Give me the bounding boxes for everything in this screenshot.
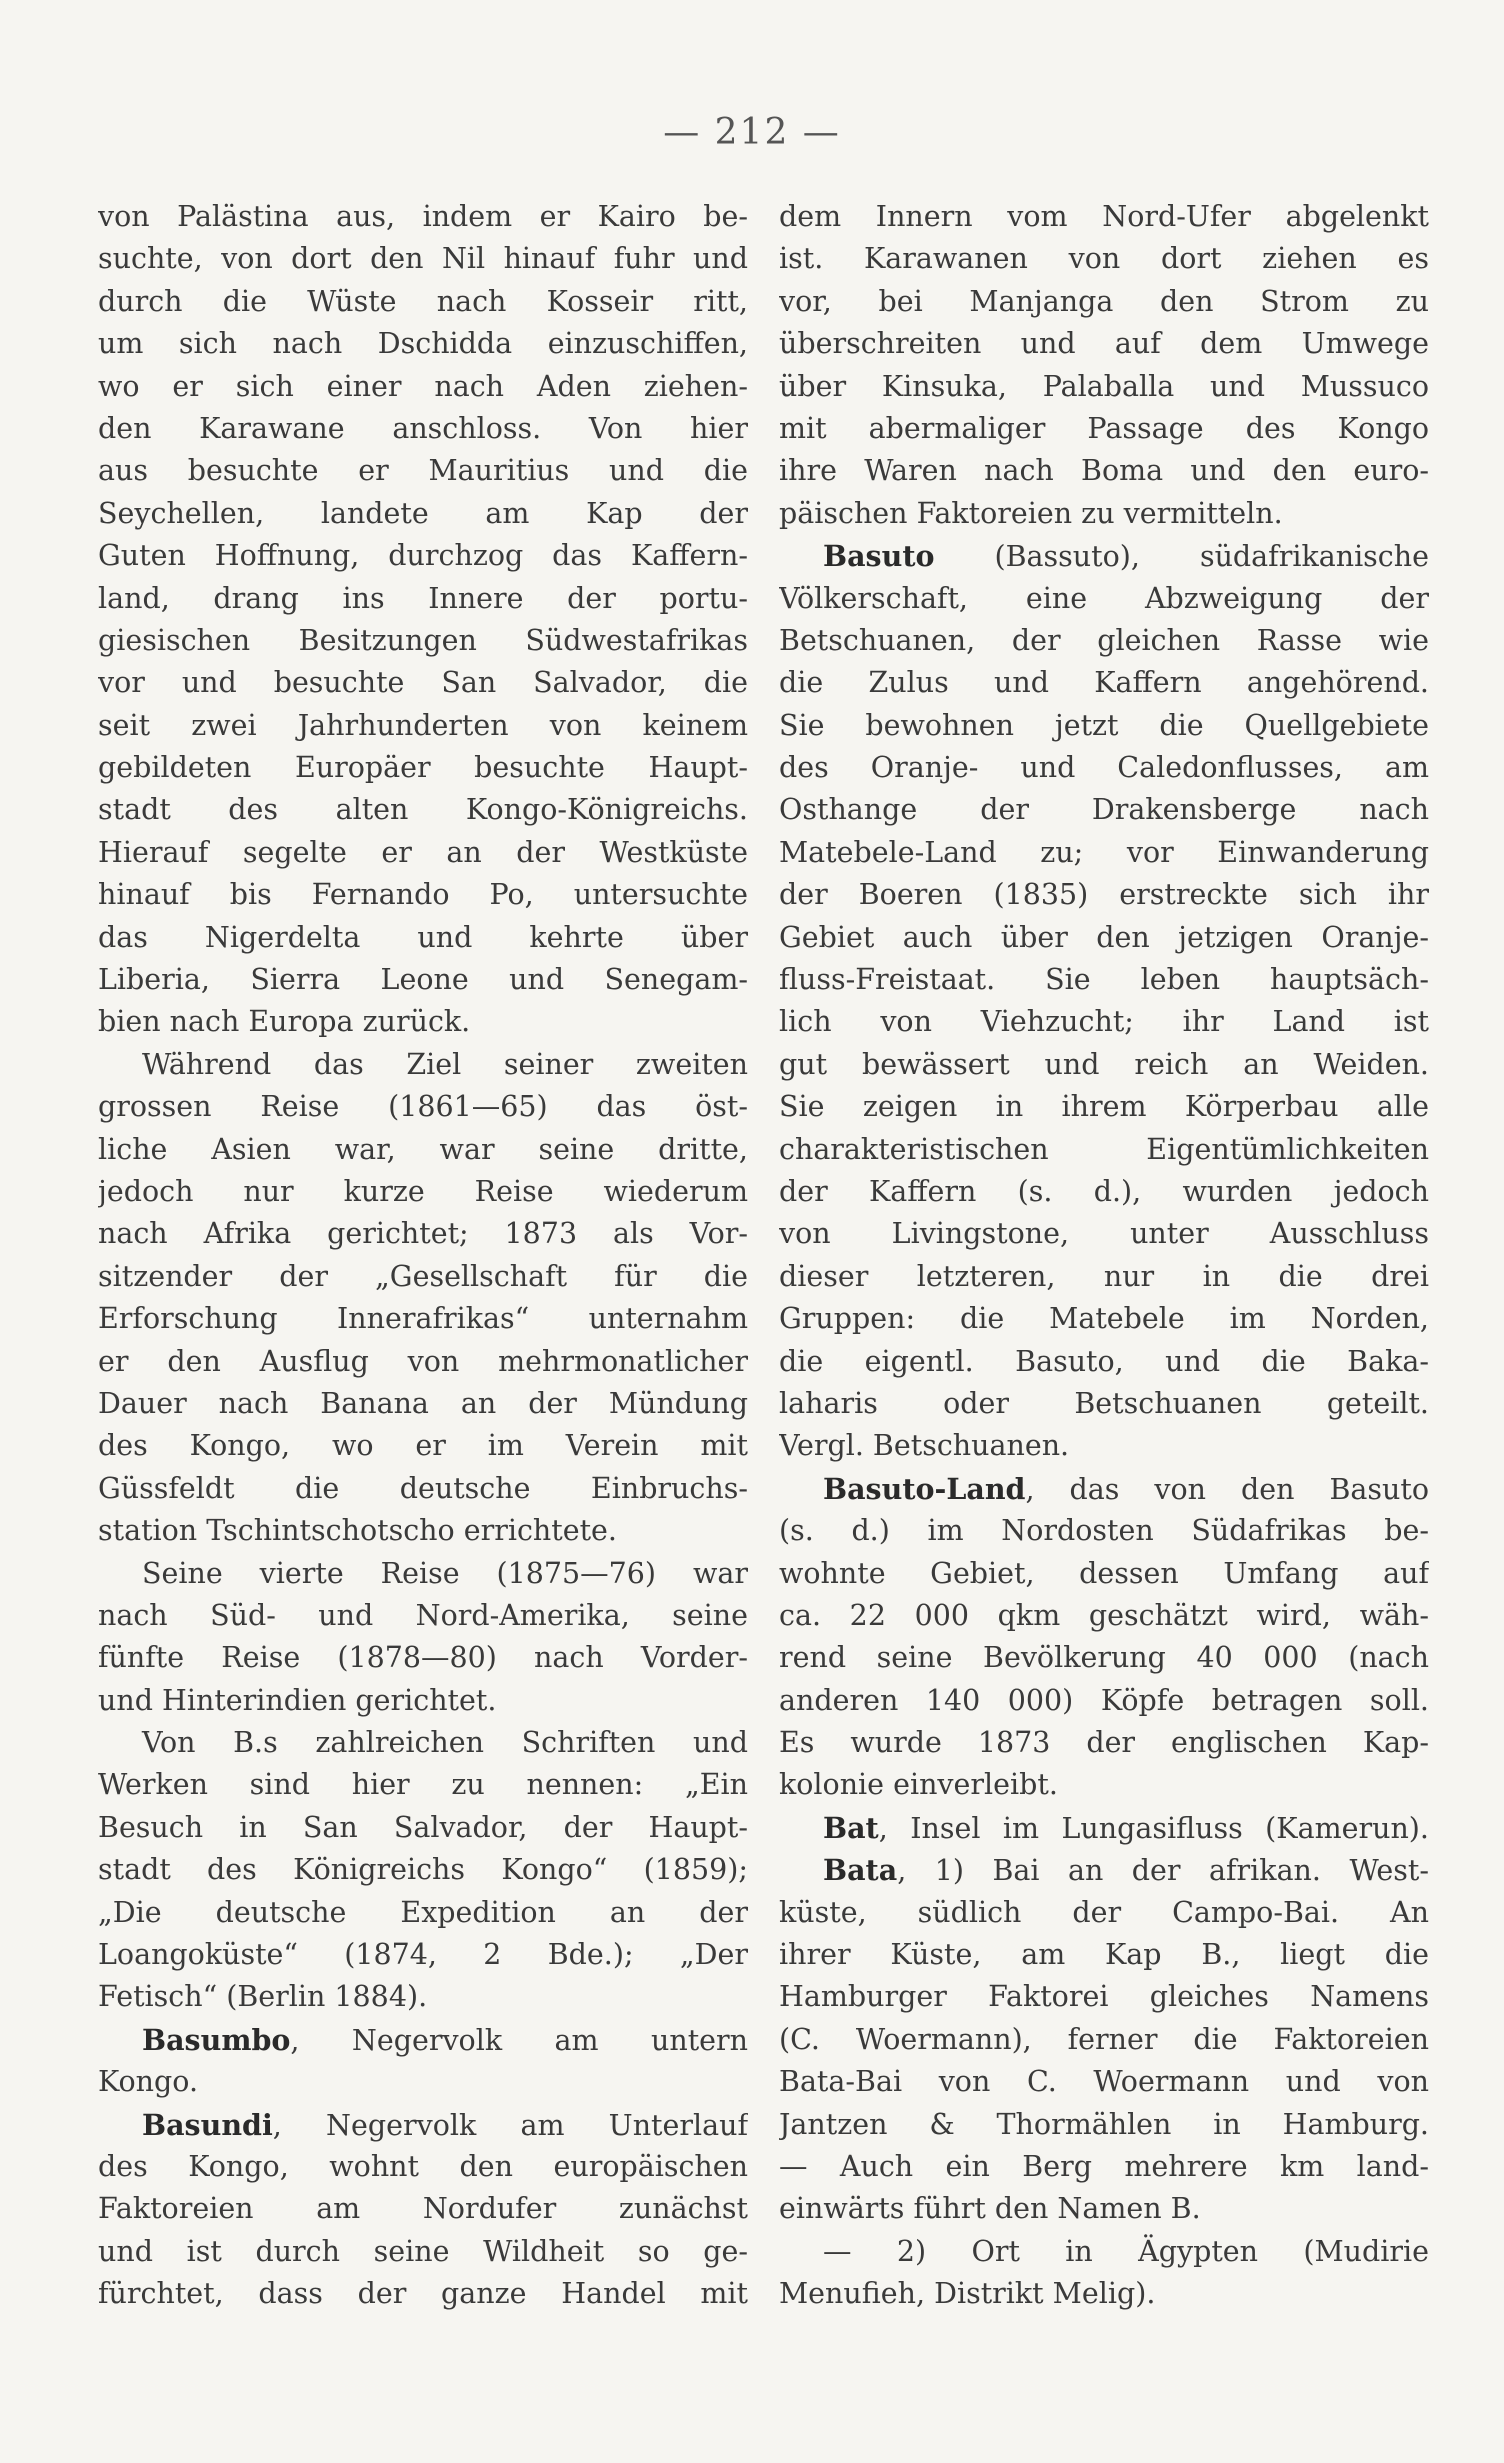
left-column-line: [98, 2019, 748, 2061]
line-text: Guten Hoffnung, durchzog das Kaffern-: [98, 539, 748, 573]
left-column-line: [98, 2061, 748, 2103]
line-text: Menufieh, Distrikt Melig).: [779, 2277, 1156, 2311]
line-text: fünfte Reise (1878—80) nach Vorder-: [98, 1641, 748, 1675]
line-text: die Zulus und Kaffern angehörend.: [779, 666, 1429, 700]
line-text: von Livingstone, unter Ausschluss: [779, 1217, 1429, 1251]
left-column-line: [98, 1807, 748, 1849]
left-column-line: [98, 1892, 748, 1934]
line-text: um sich nach Dschidda einzuschiffen,: [98, 327, 748, 361]
line-text: des Kongo, wo er im Verein mit: [98, 1429, 748, 1463]
line-text: Während das Ziel seiner zweiten: [142, 1047, 748, 1081]
line-text: wo er sich einer nach Aden ziehen-: [98, 369, 748, 403]
right-column-line: [779, 1764, 1429, 1806]
line-text: Vergl. Betschuanen.: [779, 1429, 1070, 1463]
right-column-line: [779, 1553, 1429, 1595]
entry-headword: Bata: [823, 1853, 898, 1888]
line-text: küste, südlich der Campo-Bai. An: [779, 1895, 1429, 1929]
right-column-line: [779, 535, 1429, 577]
right-column-line: [779, 408, 1429, 450]
right-column: [779, 196, 1429, 2316]
right-column-line: [779, 450, 1429, 492]
left-column-line: [98, 620, 748, 662]
right-column-line: [779, 789, 1429, 831]
line-text: station Tschintschotscho errichtete.: [98, 1514, 617, 1548]
left-column-line: [98, 238, 748, 280]
line-text: gut bewässert und reich an Weiden.: [779, 1047, 1429, 1081]
right-column-line: [779, 620, 1429, 662]
left-column-line: [98, 1849, 748, 1891]
line-text: Völkerschaft, eine Abzweigung der: [779, 581, 1429, 615]
line-text: Erforschung Innerafrikas“ unternahm: [98, 1302, 748, 1336]
right-column-line: [779, 578, 1429, 620]
line-text: der Kaffern (s. d.), wurden jedoch: [779, 1174, 1429, 1208]
left-column-line: [98, 1510, 748, 1552]
left-column-line: [98, 1722, 748, 1764]
right-column-line: [779, 366, 1429, 408]
line-text: dieser letzteren, nur in die drei: [779, 1259, 1429, 1293]
left-column-line: [98, 2146, 748, 2188]
right-column-line: [779, 1383, 1429, 1425]
line-text: das Nigerdelta und kehrte über: [98, 920, 748, 954]
left-column-line: [98, 1001, 748, 1043]
line-text: , das von den Basuto: [1025, 1472, 1429, 1506]
line-text: charakteristischen Eigentümlichkeiten: [779, 1132, 1429, 1166]
line-text: lich von Viehzucht; ihr Land ist: [779, 1005, 1429, 1039]
right-column-line: [779, 1722, 1429, 1764]
left-column-line: [98, 705, 748, 747]
entry-headword: Bat: [823, 1810, 879, 1845]
left-column-line: [98, 1553, 748, 1595]
left-column-line: [98, 1341, 748, 1383]
line-text: sitzender der „Gesellschaft für die: [98, 1259, 748, 1293]
line-text: suchte, von dort den Nil hinauf fuhr und: [98, 242, 748, 276]
line-text: gebildeten Europäer besuchte Haupt-: [98, 751, 748, 785]
line-text: Fetisch“ (Berlin 1884).: [98, 1980, 428, 2014]
right-column-line: [779, 1595, 1429, 1637]
right-column-line: [779, 2188, 1429, 2230]
left-column-line: [98, 662, 748, 704]
right-column-line: [779, 705, 1429, 747]
left-column-line: [98, 789, 748, 831]
line-text: des Oranje- und Caledonflusses, am: [779, 751, 1429, 785]
right-column-line: [779, 1213, 1429, 1255]
line-text: (C. Woermann), ferner die Faktoreien: [779, 2022, 1429, 2056]
right-column-line: [779, 1892, 1429, 1934]
left-column-line: [98, 1425, 748, 1467]
left-column-line: [98, 1171, 748, 1213]
left-column-line: [98, 366, 748, 408]
left-column-line: [98, 1976, 748, 2018]
line-text: Matebele-Land zu; vor Einwanderung: [779, 835, 1429, 869]
entry-headword: Basuto: [823, 539, 935, 574]
right-column-line: [779, 917, 1429, 959]
line-text: stadt des alten Kongo-Königreichs.: [98, 793, 748, 827]
line-text: Werken sind hier zu nennen: „Ein: [98, 1768, 748, 1802]
line-text: fluss-Freistaat. Sie leben hauptsäch-: [779, 963, 1429, 997]
line-text: Gruppen: die Matebele im Norden,: [779, 1302, 1429, 1336]
left-column-line: [98, 832, 748, 874]
right-column-line: [779, 1044, 1429, 1086]
line-text: anderen 140 000) Köpfe betragen soll.: [779, 1683, 1429, 1717]
left-column-line: [98, 578, 748, 620]
line-text: päischen Faktoreien zu vermitteln.: [779, 496, 1283, 530]
left-column-line: [98, 2104, 748, 2146]
right-column-line: [779, 959, 1429, 1001]
line-text: Kongo.: [98, 2065, 199, 2099]
left-column-line: [98, 2231, 748, 2273]
left-column-line: [98, 1298, 748, 1340]
line-text: , Insel im Lungasifluss (Kamerun).: [878, 1811, 1429, 1845]
line-text: (Bassuto), südafrikanische: [934, 540, 1429, 574]
left-column-line: [98, 1213, 748, 1255]
line-text: Seychellen, landete am Kap der: [98, 496, 748, 530]
line-text: vor, bei Manjanga den Strom zu: [779, 284, 1429, 318]
right-column-line: [779, 2104, 1429, 2146]
line-text: von Palästina aus, indem er Kairo be-: [98, 200, 748, 233]
right-column-line: [779, 493, 1429, 535]
left-column-line: [98, 917, 748, 959]
right-column-line: [779, 1001, 1429, 1043]
line-text: — Auch ein Berg mehrere km land-: [779, 2149, 1429, 2183]
line-text: Güssfeldt die deutsche Einbruchs-: [98, 1471, 748, 1505]
line-text: rend seine Bevölkerung 40 000 (nach: [779, 1641, 1429, 1675]
right-column-line: [779, 196, 1429, 238]
line-text: „Die deutsche Expedition an der: [98, 1895, 748, 1929]
line-text: Dauer nach Banana an der Mündung: [98, 1386, 748, 1420]
line-text: Sie zeigen in ihrem Körperbau alle: [779, 1090, 1429, 1124]
line-text: ca. 22 000 qkm geschätzt wird, wäh-: [779, 1598, 1429, 1632]
line-text: Besuch in San Salvador, der Haupt-: [98, 1810, 748, 1844]
entry-headword: Basumbo: [142, 2022, 291, 2057]
line-text: Seine vierte Reise (1875—76) war: [142, 1556, 748, 1590]
line-text: Jantzen & Thormählen in Hamburg.: [779, 2107, 1429, 2141]
right-column-line: [779, 1637, 1429, 1679]
left-column-line: [98, 1637, 748, 1679]
line-text: einwärts führt den Namen B.: [779, 2192, 1201, 2226]
line-text: Gebiet auch über den jetzigen Oranje-: [779, 920, 1429, 954]
line-text: kolonie einverleibt.: [779, 1768, 1058, 1802]
right-column-line: [779, 1256, 1429, 1298]
right-column-line: [779, 832, 1429, 874]
right-column-line: [779, 238, 1429, 280]
left-column-line: [98, 1129, 748, 1171]
line-text: Von B.s zahlreichen Schriften und: [142, 1726, 748, 1760]
line-text: Bata-Bai von C. Woermann und von: [779, 2065, 1429, 2099]
line-text: mit abermaliger Passage des Kongo: [779, 411, 1429, 445]
line-text: dem Innern vom Nord-Ufer abgelenkt: [779, 200, 1429, 233]
right-column-line: [779, 1171, 1429, 1213]
left-column-line: [98, 1680, 748, 1722]
left-column-line: [98, 1934, 748, 1976]
line-text: jedoch nur kurze Reise wiederum: [98, 1174, 748, 1208]
line-text: des Kongo, wohnt den europäischen: [98, 2149, 748, 2183]
right-column-line: [779, 662, 1429, 704]
line-text: Liberia, Sierra Leone und Senegam-: [98, 963, 748, 997]
left-column-line: [98, 450, 748, 492]
line-text: land, drang ins Innere der portu-: [98, 581, 748, 615]
line-text: — 2) Ort in Ägypten (Mudirie: [823, 2234, 1429, 2268]
line-text: liche Asien war, war seine dritte,: [98, 1132, 748, 1166]
right-column-line: [779, 1298, 1429, 1340]
right-column-line: [779, 1468, 1429, 1510]
right-column-line: [779, 1086, 1429, 1128]
line-text: Es wurde 1873 der englischen Kap-: [779, 1726, 1429, 1760]
left-column-line: [98, 1086, 748, 1128]
left-column-line: [98, 196, 748, 238]
right-column-line: [779, 874, 1429, 916]
left-column-line: [98, 959, 748, 1001]
line-text: nach Süd- und Nord-Amerika, seine: [98, 1598, 748, 1632]
line-text: hinauf bis Fernando Po, untersuchte: [98, 878, 748, 912]
left-column-line: [98, 1764, 748, 1806]
right-column-line: [779, 1680, 1429, 1722]
left-column-line: [98, 493, 748, 535]
left-column-line: [98, 1468, 748, 1510]
line-text: und ist durch seine Wildheit so ge-: [98, 2234, 748, 2268]
right-column-line: [779, 2273, 1429, 2315]
right-column-line: [779, 1807, 1429, 1849]
line-text: seit zwei Jahrhunderten von keinem: [98, 708, 748, 742]
line-text: grossen Reise (1861—65) das öst-: [98, 1090, 748, 1124]
line-text: Faktoreien am Nordufer zunächst: [98, 2192, 748, 2226]
left-column-line: [98, 874, 748, 916]
left-column: [98, 196, 748, 2316]
right-column-line: [779, 1129, 1429, 1171]
line-text: fürchtet, dass der ganze Handel mit: [98, 2277, 748, 2311]
line-text: ist. Karawanen von dort ziehen es: [779, 242, 1429, 276]
left-column-line: [98, 323, 748, 365]
right-column-line: [779, 2146, 1429, 2188]
line-text: und Hinterindien gerichtet.: [98, 1683, 497, 1717]
line-text: , 1) Bai an der afrikan. West-: [897, 1854, 1429, 1888]
line-text: , Negervolk am untern: [290, 2023, 748, 2057]
left-column-line: [98, 408, 748, 450]
line-text: giesischen Besitzungen Südwestafrikas: [98, 623, 748, 657]
line-text: über Kinsuka, Palaballa und Mussuco: [779, 369, 1429, 403]
right-column-line: [779, 1510, 1429, 1552]
line-text: er den Ausflug von mehrmonatlicher: [98, 1344, 748, 1378]
line-text: Hierauf segelte er an der Westküste: [98, 835, 748, 869]
right-column-line: [779, 2231, 1429, 2273]
line-text: vor und besuchte San Salvador, die: [98, 666, 748, 700]
left-column-line: [98, 1383, 748, 1425]
left-column-line: [98, 535, 748, 577]
line-text: nach Afrika gerichtet; 1873 als Vor-: [98, 1217, 748, 1251]
right-column-line: [779, 281, 1429, 323]
line-text: der Boeren (1835) erstreckte sich ihr: [779, 878, 1429, 912]
right-column-line: [779, 747, 1429, 789]
line-text: (s. d.) im Nordosten Südafrikas be-: [779, 1514, 1429, 1548]
line-text: Loangoküste“ (1874, 2 Bde.); „Der: [98, 1938, 748, 1972]
line-text: Betschuanen, der gleichen Rasse wie: [779, 623, 1429, 657]
line-text: durch die Wüste nach Kosseir ritt,: [98, 284, 748, 318]
right-column-line: [779, 1976, 1429, 2018]
left-column-line: [98, 747, 748, 789]
line-text: überschreiten und auf dem Umwege: [779, 327, 1429, 361]
line-text: laharis oder Betschuanen geteilt.: [779, 1386, 1429, 1420]
right-column-line: [779, 1425, 1429, 1467]
line-text: stadt des Königreichs Kongo“ (1859);: [98, 1853, 748, 1887]
line-text: ihre Waren nach Boma und den euro-: [779, 454, 1429, 488]
left-column-line: [98, 2188, 748, 2230]
line-text: aus besuchte er Mauritius und die: [98, 454, 748, 488]
line-text: Osthange der Drakensberge nach: [779, 793, 1429, 827]
line-text: , Negervolk am Unterlauf: [272, 2108, 748, 2142]
line-text: Sie bewohnen jetzt die Quellgebiete: [779, 708, 1429, 742]
line-text: ihrer Küste, am Kap B., liegt die: [779, 1938, 1429, 1972]
right-column-line: [779, 323, 1429, 365]
entry-headword: Basundi: [142, 2107, 273, 2142]
right-column-line: [779, 2061, 1429, 2103]
line-text: den Karawane anschloss. Von hier: [98, 411, 748, 445]
right-column-line: [779, 2019, 1429, 2061]
right-column-line: [779, 1341, 1429, 1383]
line-text: bien nach Europa zurück.: [98, 1005, 471, 1039]
page-number: — 212 —: [663, 112, 841, 153]
line-text: die eigentl. Basuto, und die Baka-: [779, 1344, 1429, 1378]
left-column-line: [98, 1595, 748, 1637]
right-column-line: [779, 1934, 1429, 1976]
left-column-line: [98, 1256, 748, 1298]
right-column-line: [779, 1849, 1429, 1891]
left-column-line: [98, 2273, 748, 2315]
line-text: wohnte Gebiet, dessen Umfang auf: [779, 1556, 1429, 1590]
line-text: Hamburger Faktorei gleiches Namens: [779, 1980, 1429, 2014]
left-column-line: [98, 1044, 748, 1086]
entry-headword: Basuto-Land: [823, 1471, 1026, 1506]
left-column-line: [98, 281, 748, 323]
